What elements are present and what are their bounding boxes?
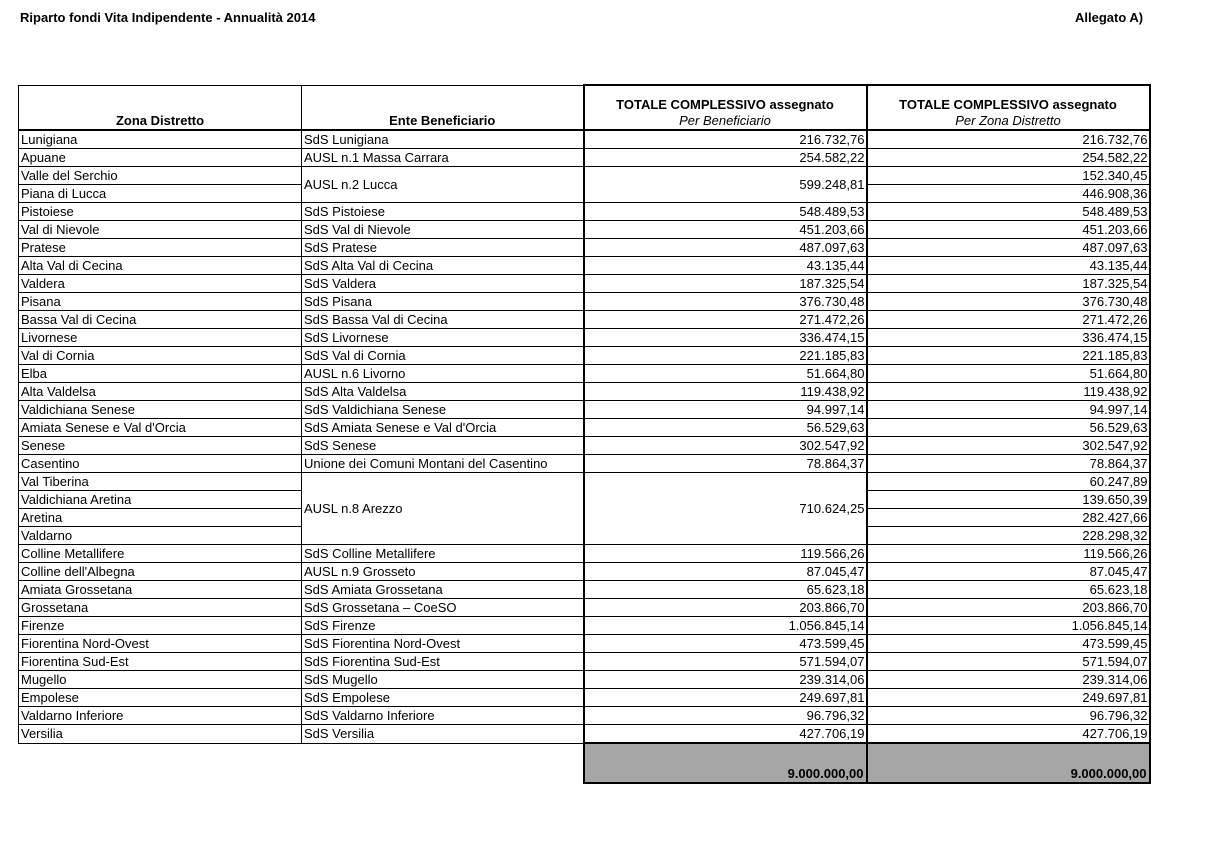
cell-total-beneficiario: 336.474,15: [584, 329, 867, 347]
cell-ente: SdS Val di Cornia: [302, 347, 584, 365]
table-row: [19, 689, 1150, 707]
cell-ente: SdS Firenze: [302, 617, 584, 635]
cell-zona: Pratese: [19, 239, 302, 257]
table-row: [19, 203, 1150, 221]
table-row: [19, 707, 1150, 725]
cell-ente: SdS Alta Val di Cecina: [302, 257, 584, 275]
cell-ente: SdS Fiorentina Nord-Ovest: [302, 635, 584, 653]
table-row: [19, 635, 1150, 653]
cell-total-zona: 239.314,06: [867, 671, 1150, 689]
cell-ente: SdS Colline Metallifere: [302, 545, 584, 563]
total-row: [19, 743, 1150, 783]
cell-total-zona: 254.582,22: [867, 149, 1150, 167]
cell-total-beneficiario: 56.529,63: [584, 419, 867, 437]
cell-ente: SdS Alta Valdelsa: [302, 383, 584, 401]
cell-total-zona: 119.566,26: [867, 545, 1150, 563]
cell-zona: Pistoiese: [19, 203, 302, 221]
cell-total-zona: 187.325,54: [867, 275, 1150, 293]
table-row: [19, 401, 1150, 419]
cell-zona: Lunigiana: [19, 130, 302, 149]
cell-ente: SdS Val di Nievole: [302, 221, 584, 239]
cell-total-beneficiario: 96.796,32: [584, 707, 867, 725]
cell-ente: AUSL n.2 Lucca: [302, 167, 584, 203]
header-ente: Ente Beneficiario: [302, 85, 584, 130]
cell-total-zona: 60.247,89: [867, 473, 1150, 491]
cell-zona: Apuane: [19, 149, 302, 167]
cell-total-beneficiario: 94.997,14: [584, 401, 867, 419]
table-row: [19, 257, 1150, 275]
cell-ente: SdS Lunigiana: [302, 130, 584, 149]
cell-total-beneficiario: 302.547,92: [584, 437, 867, 455]
cell-total-zona: 203.866,70: [867, 599, 1150, 617]
cell-zona: Mugello: [19, 671, 302, 689]
cell-zona: Aretina: [19, 509, 302, 527]
cell-zona: Fiorentina Sud-Est: [19, 653, 302, 671]
cell-total-beneficiario: 571.594,07: [584, 653, 867, 671]
table-row: [19, 455, 1150, 473]
cell-ente: SdS Grossetana – CoeSO: [302, 599, 584, 617]
table-row: [19, 617, 1150, 635]
cell-total-beneficiario: 427.706,19: [584, 725, 867, 744]
table-row: [19, 653, 1150, 671]
cell-zona: Amiata Senese e Val d'Orcia: [19, 419, 302, 437]
cell-ente: SdS Amiata Senese e Val d'Orcia: [302, 419, 584, 437]
cell-ente: SdS Valdarno Inferiore: [302, 707, 584, 725]
cell-zona: Valdarno: [19, 527, 302, 545]
cell-total-zona: 571.594,07: [867, 653, 1150, 671]
cell-zona: Alta Valdelsa: [19, 383, 302, 401]
cell-ente: SdS Amiata Grossetana: [302, 581, 584, 599]
cell-zona: Amiata Grossetana: [19, 581, 302, 599]
table-row: [19, 473, 1150, 491]
table-header: [19, 85, 1150, 130]
cell-zona: Alta Val di Cecina: [19, 257, 302, 275]
cell-total-zona: 65.623,18: [867, 581, 1150, 599]
cell-total-zona: 451.203,66: [867, 221, 1150, 239]
cell-total-zona: 94.997,14: [867, 401, 1150, 419]
cell-total-beneficiario: 254.582,22: [584, 149, 867, 167]
cell-total-beneficiario: 51.664,80: [584, 365, 867, 383]
table-row: [19, 383, 1150, 401]
table-row: [19, 419, 1150, 437]
cell-ente: SdS Mugello: [302, 671, 584, 689]
grand-total-beneficiario: 9.000.000,00: [584, 743, 867, 783]
grand-total-zona: 9.000.000,00: [867, 743, 1150, 783]
table-row: [19, 239, 1150, 257]
cell-total-beneficiario: 87.045,47: [584, 563, 867, 581]
cell-total-beneficiario: 239.314,06: [584, 671, 867, 689]
cell-ente: SdS Bassa Val di Cecina: [302, 311, 584, 329]
cell-ente: SdS Fiorentina Sud-Est: [302, 653, 584, 671]
table-row: [19, 221, 1150, 239]
cell-total-zona: 376.730,48: [867, 293, 1150, 311]
cell-ente: SdS Pistoiese: [302, 203, 584, 221]
cell-total-beneficiario: 271.472,26: [584, 311, 867, 329]
cell-zona: Val di Cornia: [19, 347, 302, 365]
cell-zona: Val Tiberina: [19, 473, 302, 491]
cell-ente: SdS Pratese: [302, 239, 584, 257]
cell-total-beneficiario: 43.135,44: [584, 257, 867, 275]
cell-ente: AUSL n.6 Livorno: [302, 365, 584, 383]
cell-ente: SdS Valdichiana Senese: [302, 401, 584, 419]
cell-total-zona: 87.045,47: [867, 563, 1150, 581]
cell-zona: Colline dell'Albegna: [19, 563, 302, 581]
cell-zona: Colline Metallifere: [19, 545, 302, 563]
cell-total-zona: 427.706,19: [867, 725, 1150, 744]
cell-total-beneficiario: 473.599,45: [584, 635, 867, 653]
cell-total-beneficiario: 187.325,54: [584, 275, 867, 293]
cell-zona: Val di Nievole: [19, 221, 302, 239]
cell-total-beneficiario: 65.623,18: [584, 581, 867, 599]
header-total-beneficiario: TOTALE COMPLESSIVO assegnato Per Beneficiario: [584, 85, 867, 130]
cell-ente: SdS Livornese: [302, 329, 584, 347]
table-row: [19, 347, 1150, 365]
cell-total-beneficiario: 216.732,76: [584, 130, 867, 149]
cell-total-beneficiario: 376.730,48: [584, 293, 867, 311]
cell-zona: Empolese: [19, 689, 302, 707]
cell-zona: Livornese: [19, 329, 302, 347]
cell-total-beneficiario: 710.624,25: [584, 473, 867, 545]
cell-zona: Valdichiana Aretina: [19, 491, 302, 509]
cell-total-beneficiario: 119.566,26: [584, 545, 867, 563]
cell-zona: Versilia: [19, 725, 302, 744]
cell-total-beneficiario: 249.697,81: [584, 689, 867, 707]
table-row: [19, 563, 1150, 581]
cell-ente: SdS Empolese: [302, 689, 584, 707]
cell-zona: Elba: [19, 365, 302, 383]
table-row: [19, 437, 1150, 455]
cell-ente: SdS Senese: [302, 437, 584, 455]
cell-total-zona: 78.864,37: [867, 455, 1150, 473]
cell-total-zona: 1.056.845,14: [867, 617, 1150, 635]
header-zona: Zona Distretto: [19, 85, 302, 130]
table-row: [19, 671, 1150, 689]
cell-zona: Bassa Val di Cecina: [19, 311, 302, 329]
cell-zona: Valdichiana Senese: [19, 401, 302, 419]
table-row: [19, 581, 1150, 599]
cell-total-zona: 56.529,63: [867, 419, 1150, 437]
table-row: [19, 167, 1150, 185]
cell-total-zona: 548.489,53: [867, 203, 1150, 221]
cell-total-beneficiario: 1.056.845,14: [584, 617, 867, 635]
cell-total-zona: 96.796,32: [867, 707, 1150, 725]
cell-total-zona: 446.908,36: [867, 185, 1150, 203]
cell-ente: SdS Valdera: [302, 275, 584, 293]
cell-zona: Firenze: [19, 617, 302, 635]
cell-total-beneficiario: 548.489,53: [584, 203, 867, 221]
cell-total-zona: 282.427,66: [867, 509, 1150, 527]
table-row: [19, 725, 1150, 744]
cell-total-zona: 271.472,26: [867, 311, 1150, 329]
table-row: [19, 311, 1150, 329]
cell-zona: Pisana: [19, 293, 302, 311]
cell-ente: AUSL n.8 Arezzo: [302, 473, 584, 545]
table-row: [19, 149, 1150, 167]
cell-total-beneficiario: 119.438,92: [584, 383, 867, 401]
cell-total-zona: 51.664,80: [867, 365, 1150, 383]
table-row: [19, 130, 1150, 149]
cell-total-zona: 302.547,92: [867, 437, 1150, 455]
attachment-label: Allegato A): [1075, 10, 1144, 25]
cell-zona: Valle del Serchio: [19, 167, 302, 185]
table-row: [19, 365, 1150, 383]
cell-total-beneficiario: 487.097,63: [584, 239, 867, 257]
cell-ente: SdS Versilia: [302, 725, 584, 744]
header-total-zona: TOTALE COMPLESSIVO assegnato Per Zona Distretto: [867, 85, 1150, 130]
cell-zona: Fiorentina Nord-Ovest: [19, 635, 302, 653]
cell-zona: Valdarno Inferiore: [19, 707, 302, 725]
cell-total-zona: 336.474,15: [867, 329, 1150, 347]
cell-zona: Piana di Lucca: [19, 185, 302, 203]
cell-total-zona: 216.732,76: [867, 130, 1150, 149]
cell-total-zona: 119.438,92: [867, 383, 1150, 401]
cell-ente: SdS Pisana: [302, 293, 584, 311]
cell-total-zona: 473.599,45: [867, 635, 1150, 653]
cell-total-zona: 152.340,45: [867, 167, 1150, 185]
table-row: [19, 545, 1150, 563]
cell-total-zona: 487.097,63: [867, 239, 1150, 257]
table-row: [19, 329, 1150, 347]
cell-total-zona: 249.697,81: [867, 689, 1150, 707]
cell-total-zona: 221.185,83: [867, 347, 1150, 365]
cell-ente: Unione dei Comuni Montani del Casentino: [302, 455, 584, 473]
cell-ente: AUSL n.9 Grosseto: [302, 563, 584, 581]
cell-total-beneficiario: 599.248,81: [584, 167, 867, 203]
table-body: [19, 130, 1150, 743]
cell-total-beneficiario: 203.866,70: [584, 599, 867, 617]
cell-total-zona: 43.135,44: [867, 257, 1150, 275]
cell-ente: AUSL n.1 Massa Carrara: [302, 149, 584, 167]
cell-total-beneficiario: 78.864,37: [584, 455, 867, 473]
allocation-table: [18, 84, 1151, 784]
table-row: [19, 599, 1150, 617]
cell-zona: Valdera: [19, 275, 302, 293]
document-title: Riparto fondi Vita Indipendente - Annualità 2014: [20, 10, 316, 25]
table-row: [19, 293, 1150, 311]
cell-total-beneficiario: 221.185,83: [584, 347, 867, 365]
cell-zona: Senese: [19, 437, 302, 455]
cell-zona: Casentino: [19, 455, 302, 473]
table-row: [19, 275, 1150, 293]
cell-total-zona: 139.650,39: [867, 491, 1150, 509]
cell-zona: Grossetana: [19, 599, 302, 617]
cell-total-zona: 228.298,32: [867, 527, 1150, 545]
cell-total-beneficiario: 451.203,66: [584, 221, 867, 239]
